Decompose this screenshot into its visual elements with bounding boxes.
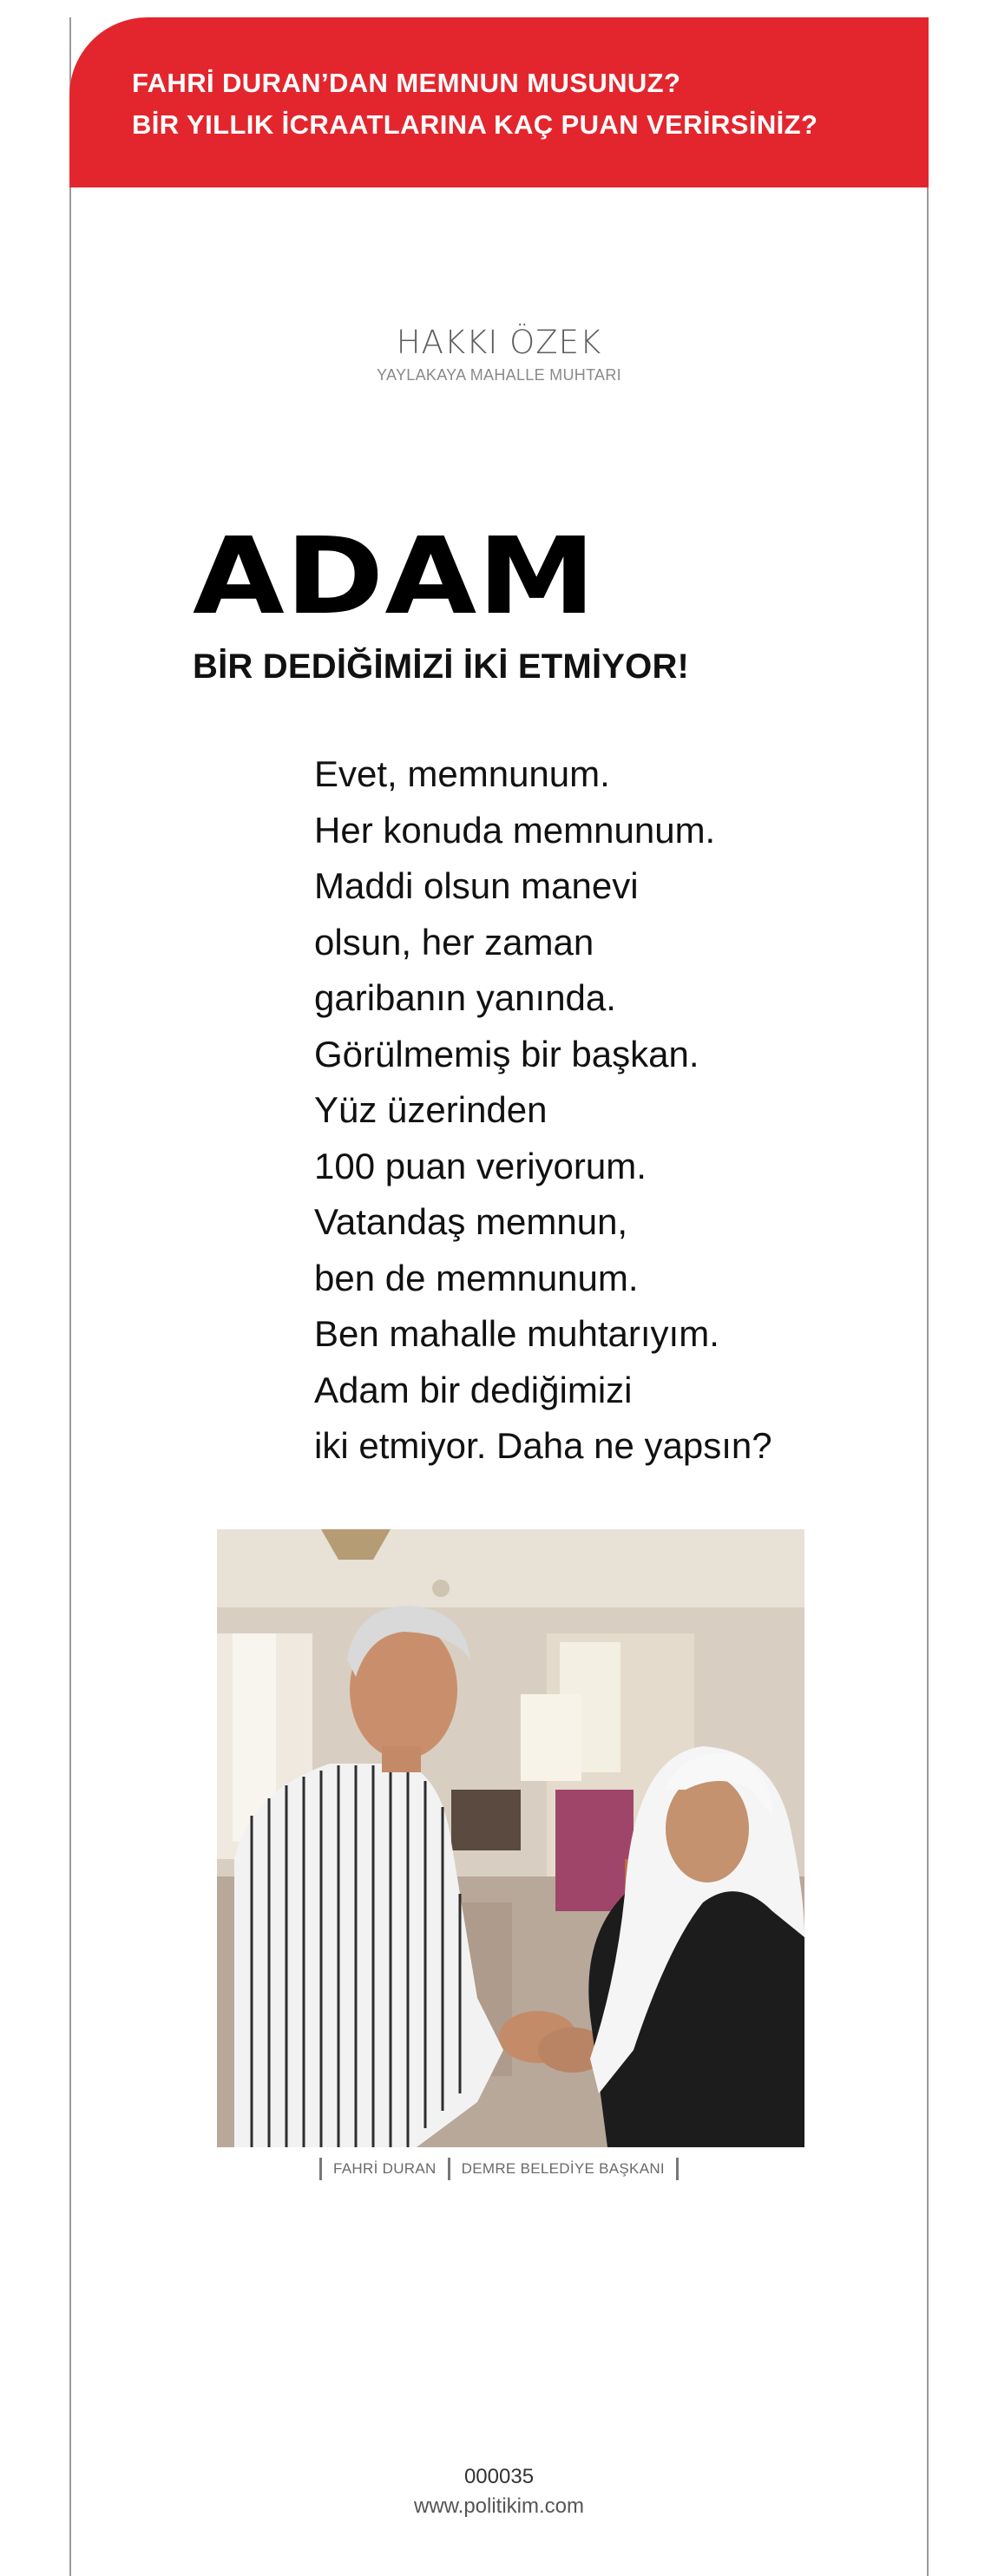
quote-text [314, 746, 922, 1475]
photo-mayor-with-elderly-woman [217, 1529, 804, 2147]
quote-line: Yüz üzerinden [314, 1089, 548, 1130]
quote-line: olsun, her zaman [314, 921, 594, 963]
footer [69, 2462, 929, 2521]
quote-line: 100 puan veriyorum. [314, 1145, 647, 1186]
photo-caption [69, 2158, 929, 2180]
interviewee-block [69, 323, 929, 384]
interviewee-title: YAYLAKAYA MAHALLE MUHTARI [377, 366, 621, 384]
quote-line: Adam bir dediğimizi [314, 1369, 633, 1410]
footer-code: 000035 [463, 2465, 535, 2488]
footer-url[interactable]: www.politikim.com [413, 2494, 585, 2518]
header-question-line-2: BİR YILLIK İCRAATLARINA KAÇ PUAN VERİRSİNİZ? [132, 109, 818, 140]
header-question-line-1: FAHRİ DURAN’DAN MEMNUN MUSUNUZ? [132, 68, 681, 98]
quote-line: Evet, memnunum. [314, 753, 610, 794]
quote-line: Vatandaş memnun, [314, 1201, 628, 1242]
caption-divider [319, 2158, 322, 2180]
quote-line: Her konuda memnunum. [314, 809, 716, 851]
quote-line: iki etmiyor. Daha ne yapsın? [314, 1425, 772, 1466]
caption-name: FAHRİ DURAN [333, 2160, 437, 2177]
quote-line: Maddi olsun manevi [314, 865, 639, 906]
subheadline: BİR DEDİĞİMİZİ İKİ ETMİYOR! [193, 647, 690, 686]
quote-line: ben de memnunum. [314, 1257, 639, 1298]
caption-title: DEMRE BELEDİYE BAŞKANI [461, 2160, 665, 2177]
caption-divider [448, 2158, 450, 2180]
quote-line: Görülmemiş bir başkan. [314, 1033, 699, 1074]
header-banner [69, 17, 929, 187]
quote-line: Ben mahalle muhtarıyım. [314, 1313, 719, 1354]
caption-divider [676, 2158, 679, 2180]
interviewee-name: HAKKI ÖZEK [396, 324, 602, 361]
quote-line: garibanın yanında. [314, 977, 616, 1018]
headline: ADAM [193, 515, 597, 638]
